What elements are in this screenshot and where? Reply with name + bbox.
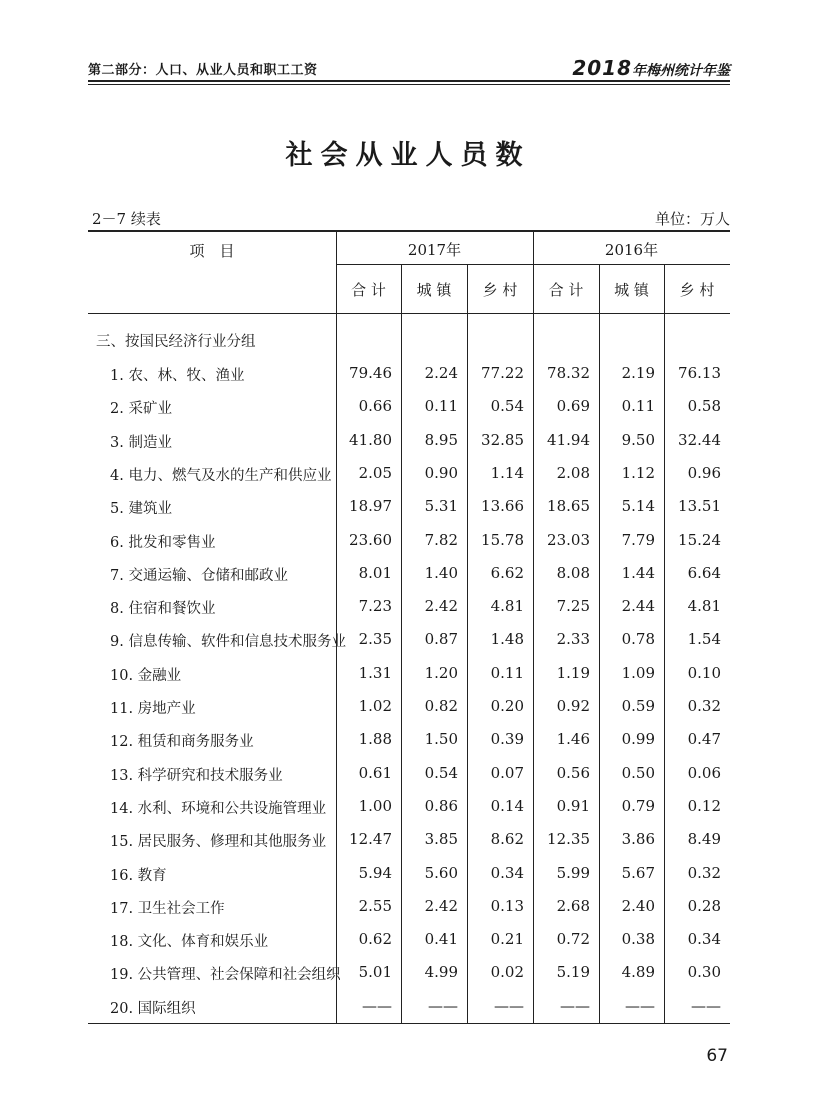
table-cell: 0.07 xyxy=(490,764,524,782)
table-cell: 2.55 xyxy=(358,897,392,915)
row-label: 9. 信息传输、软件和信息技术服务业 xyxy=(110,634,346,650)
page-title: 社会从业人员数 xyxy=(285,140,531,171)
table-cell: 0.13 xyxy=(490,897,524,915)
table-cell: 0.78 xyxy=(621,630,655,648)
table-cell: 0.32 xyxy=(687,864,721,882)
table-cell: 0.34 xyxy=(687,930,721,948)
table-cell: 0.96 xyxy=(687,464,721,482)
yearbook-year: 2018 xyxy=(572,56,632,80)
table-cell: 13.66 xyxy=(481,497,524,515)
table-cell: 2.44 xyxy=(621,597,655,615)
table-cell: 2.19 xyxy=(621,364,655,382)
table-cell: 0.50 xyxy=(621,764,655,782)
table-cell: 2.68 xyxy=(556,897,590,915)
row-label: 7. 交通运输、仓储和邮政业 xyxy=(110,568,288,584)
table-cell: 2.08 xyxy=(556,464,590,482)
unit-label: 单位：万人 xyxy=(654,210,730,228)
table-cell: 1.19 xyxy=(556,664,590,682)
table-cell: 1.40 xyxy=(424,564,458,582)
table-cell: 0.90 xyxy=(424,464,458,482)
table-cell: —— xyxy=(428,997,458,1015)
table-cell: 0.06 xyxy=(687,764,721,782)
table-cell: 0.66 xyxy=(358,397,392,415)
yearbook-name: 年梅州统计年鉴 xyxy=(632,63,730,79)
table-cell: 1.02 xyxy=(358,697,392,715)
table-cell: 4.81 xyxy=(490,597,524,615)
row-label: 19. 公共管理、社会保障和社会组织 xyxy=(110,967,341,983)
table-cell: 7.79 xyxy=(621,531,655,549)
table-cell: 2.24 xyxy=(424,364,458,382)
table-cell: 0.54 xyxy=(490,397,524,415)
table-cell: 76.13 xyxy=(678,364,721,382)
subheader-rural-2017: 乡 村 xyxy=(482,281,518,299)
table-cell: 0.39 xyxy=(490,730,524,748)
table-cell: 9.50 xyxy=(621,431,655,449)
row-label: 11. 房地产业 xyxy=(110,701,196,717)
row-label: 8. 住宿和餐饮业 xyxy=(110,601,216,617)
table-cell: 0.56 xyxy=(556,764,590,782)
table-cell: 78.32 xyxy=(547,364,590,382)
header-bottom-rule xyxy=(88,313,730,314)
row-label: 12. 租赁和商务服务业 xyxy=(110,734,254,750)
table-cell: 5.01 xyxy=(358,963,392,981)
table-cell: —— xyxy=(362,997,392,1015)
subheader-urban-2017: 城 镇 xyxy=(416,281,452,299)
table-cell: 0.28 xyxy=(687,897,721,915)
table-cell: 0.58 xyxy=(687,397,721,415)
table-cell: 0.34 xyxy=(490,864,524,882)
table-cell: 32.85 xyxy=(481,431,524,449)
table-cell: 18.97 xyxy=(349,497,392,515)
table-cell: 3.86 xyxy=(621,830,655,848)
table-cell: 4.89 xyxy=(621,963,655,981)
table-cell: 3.85 xyxy=(424,830,458,848)
table-cell: 1.00 xyxy=(358,797,392,815)
table-cell: 6.62 xyxy=(490,564,524,582)
table-cell: 12.35 xyxy=(547,830,590,848)
row-label: 4. 电力、燃气及水的生产和供应业 xyxy=(110,468,332,484)
table-cell: 0.69 xyxy=(556,397,590,415)
table-cell: —— xyxy=(625,997,655,1015)
group-title: 三、按国民经济行业分组 xyxy=(96,334,256,350)
table-cell: 79.46 xyxy=(349,364,392,382)
page-number: 67 xyxy=(706,1046,728,1066)
table-cell: 0.82 xyxy=(424,697,458,715)
row-label: 3. 制造业 xyxy=(110,435,172,451)
row-label: 10. 金融业 xyxy=(110,668,182,684)
table-cell: 2.33 xyxy=(556,630,590,648)
header-rule-thin xyxy=(88,84,730,85)
table-cell: 6.64 xyxy=(687,564,721,582)
table-cell: 13.51 xyxy=(678,497,721,515)
table-cell: 0.86 xyxy=(424,797,458,815)
table-cell: 0.99 xyxy=(621,730,655,748)
row-label: 13. 科学研究和技术服务业 xyxy=(110,768,283,784)
table-cell: 15.24 xyxy=(678,531,721,549)
table-cell: 1.48 xyxy=(490,630,524,648)
table-cell: 0.02 xyxy=(490,963,524,981)
table-cell: 0.32 xyxy=(687,697,721,715)
table-cell: 0.11 xyxy=(621,397,655,415)
subheader-rural-2016: 乡 村 xyxy=(679,281,715,299)
row-label: 18. 文化、体育和娱乐业 xyxy=(110,934,269,950)
table-cell: 1.31 xyxy=(358,664,392,682)
table-cell: 23.60 xyxy=(349,531,392,549)
table-cell: 4.99 xyxy=(424,963,458,981)
table-top-rule xyxy=(88,230,730,232)
header-rule-thick xyxy=(88,80,730,82)
table-cell: 0.72 xyxy=(556,930,590,948)
table-cell: 0.38 xyxy=(621,930,655,948)
table-cell: 1.09 xyxy=(621,664,655,682)
table-cell: 5.60 xyxy=(424,864,458,882)
table-cell: 4.81 xyxy=(687,597,721,615)
item-header: 项 目 xyxy=(189,242,235,260)
table-cell: 0.14 xyxy=(490,797,524,815)
table-cell: 0.12 xyxy=(687,797,721,815)
row-label: 2. 采矿业 xyxy=(110,401,172,417)
table-bottom-rule xyxy=(88,1023,730,1024)
table-cell: 41.80 xyxy=(349,431,392,449)
subheader-urban-2016: 城 镇 xyxy=(614,281,649,299)
table-cell: 8.08 xyxy=(556,564,590,582)
table-cell: 5.19 xyxy=(556,963,590,981)
subheader-total-2016: 合 计 xyxy=(548,281,584,299)
table-cell: 0.79 xyxy=(621,797,655,815)
table-cell: 77.22 xyxy=(481,364,524,382)
table-cell: 0.59 xyxy=(621,697,655,715)
table-cell: 1.12 xyxy=(621,464,655,482)
table-cell: 5.67 xyxy=(621,864,655,882)
table-cell: —— xyxy=(691,997,721,1015)
year-2016-header: 2016年 xyxy=(604,241,659,259)
table-cell: 0.21 xyxy=(490,930,524,948)
table-cell: —— xyxy=(494,997,524,1015)
table-cell: 8.95 xyxy=(424,431,458,449)
table-cell: 1.54 xyxy=(687,630,721,648)
table-cell: 8.62 xyxy=(490,830,524,848)
table-cell: 2.42 xyxy=(424,897,458,915)
data-table xyxy=(88,230,730,1024)
table-cell: 8.49 xyxy=(687,830,721,848)
table-cell: 1.20 xyxy=(424,664,458,682)
table-cell: 18.65 xyxy=(547,497,590,515)
table-cell: 0.92 xyxy=(556,697,590,715)
table-cell: 0.20 xyxy=(490,697,524,715)
table-cell: 0.91 xyxy=(556,797,590,815)
table-cell: 23.03 xyxy=(547,531,590,549)
row-label: 17. 卫生社会工作 xyxy=(110,901,225,917)
table-cell: 0.87 xyxy=(424,630,458,648)
row-label: 14. 水利、环境和公共设施管理业 xyxy=(110,801,327,817)
table-cell: 7.82 xyxy=(424,531,458,549)
table-cell: 0.41 xyxy=(424,930,458,948)
table-cell: 1.88 xyxy=(358,730,392,748)
table-cell: 5.14 xyxy=(621,497,655,515)
table-cell: 0.47 xyxy=(687,730,721,748)
table-cell: 1.14 xyxy=(490,464,524,482)
table-cell: 7.23 xyxy=(358,597,392,615)
table-cell: 2.42 xyxy=(424,597,458,615)
subheader-total-2017: 合 计 xyxy=(351,281,386,299)
table-cell: 1.44 xyxy=(621,564,655,582)
table-cell: —— xyxy=(560,997,590,1015)
table-cell: 0.30 xyxy=(687,963,721,981)
table-cell: 1.50 xyxy=(424,730,458,748)
table-cell: 0.11 xyxy=(490,664,524,682)
row-label: 16. 教育 xyxy=(110,868,167,884)
table-id: 2－7 续表 xyxy=(92,210,161,228)
table-cell: 0.61 xyxy=(358,764,392,782)
row-label: 15. 居民服务、修理和其他服务业 xyxy=(110,834,327,850)
table-cell: 41.94 xyxy=(547,431,590,449)
year-2017-header: 2017年 xyxy=(407,241,462,259)
section-title: 第二部分：人口、从业人员和职工工资 xyxy=(88,63,318,78)
table-cell: 15.78 xyxy=(481,531,524,549)
table-cell: 0.11 xyxy=(424,397,458,415)
table-cell: 0.54 xyxy=(424,764,458,782)
table-cell: 32.44 xyxy=(678,431,721,449)
row-label: 6. 批发和零售业 xyxy=(110,535,216,551)
table-cell: 2.05 xyxy=(358,464,392,482)
table-cell: 2.40 xyxy=(621,897,655,915)
running-header xyxy=(88,57,730,79)
table-cell: 7.25 xyxy=(556,597,590,615)
table-cell: 5.31 xyxy=(424,497,458,515)
row-label: 5. 建筑业 xyxy=(110,501,172,517)
table-cell: 8.01 xyxy=(358,564,392,582)
table-cell: 12.47 xyxy=(349,830,392,848)
table-cell: 0.10 xyxy=(687,664,721,682)
table-cell: 2.35 xyxy=(358,630,392,648)
table-cell: 1.46 xyxy=(556,730,590,748)
yearbook-title xyxy=(572,56,730,80)
table-cell: 0.62 xyxy=(358,930,392,948)
table-cell: 5.94 xyxy=(358,864,392,882)
row-label: 1. 农、林、牧、渔业 xyxy=(110,368,245,384)
row-label: 20. 国际组织 xyxy=(110,1001,196,1017)
table-cell: 5.99 xyxy=(556,864,590,882)
